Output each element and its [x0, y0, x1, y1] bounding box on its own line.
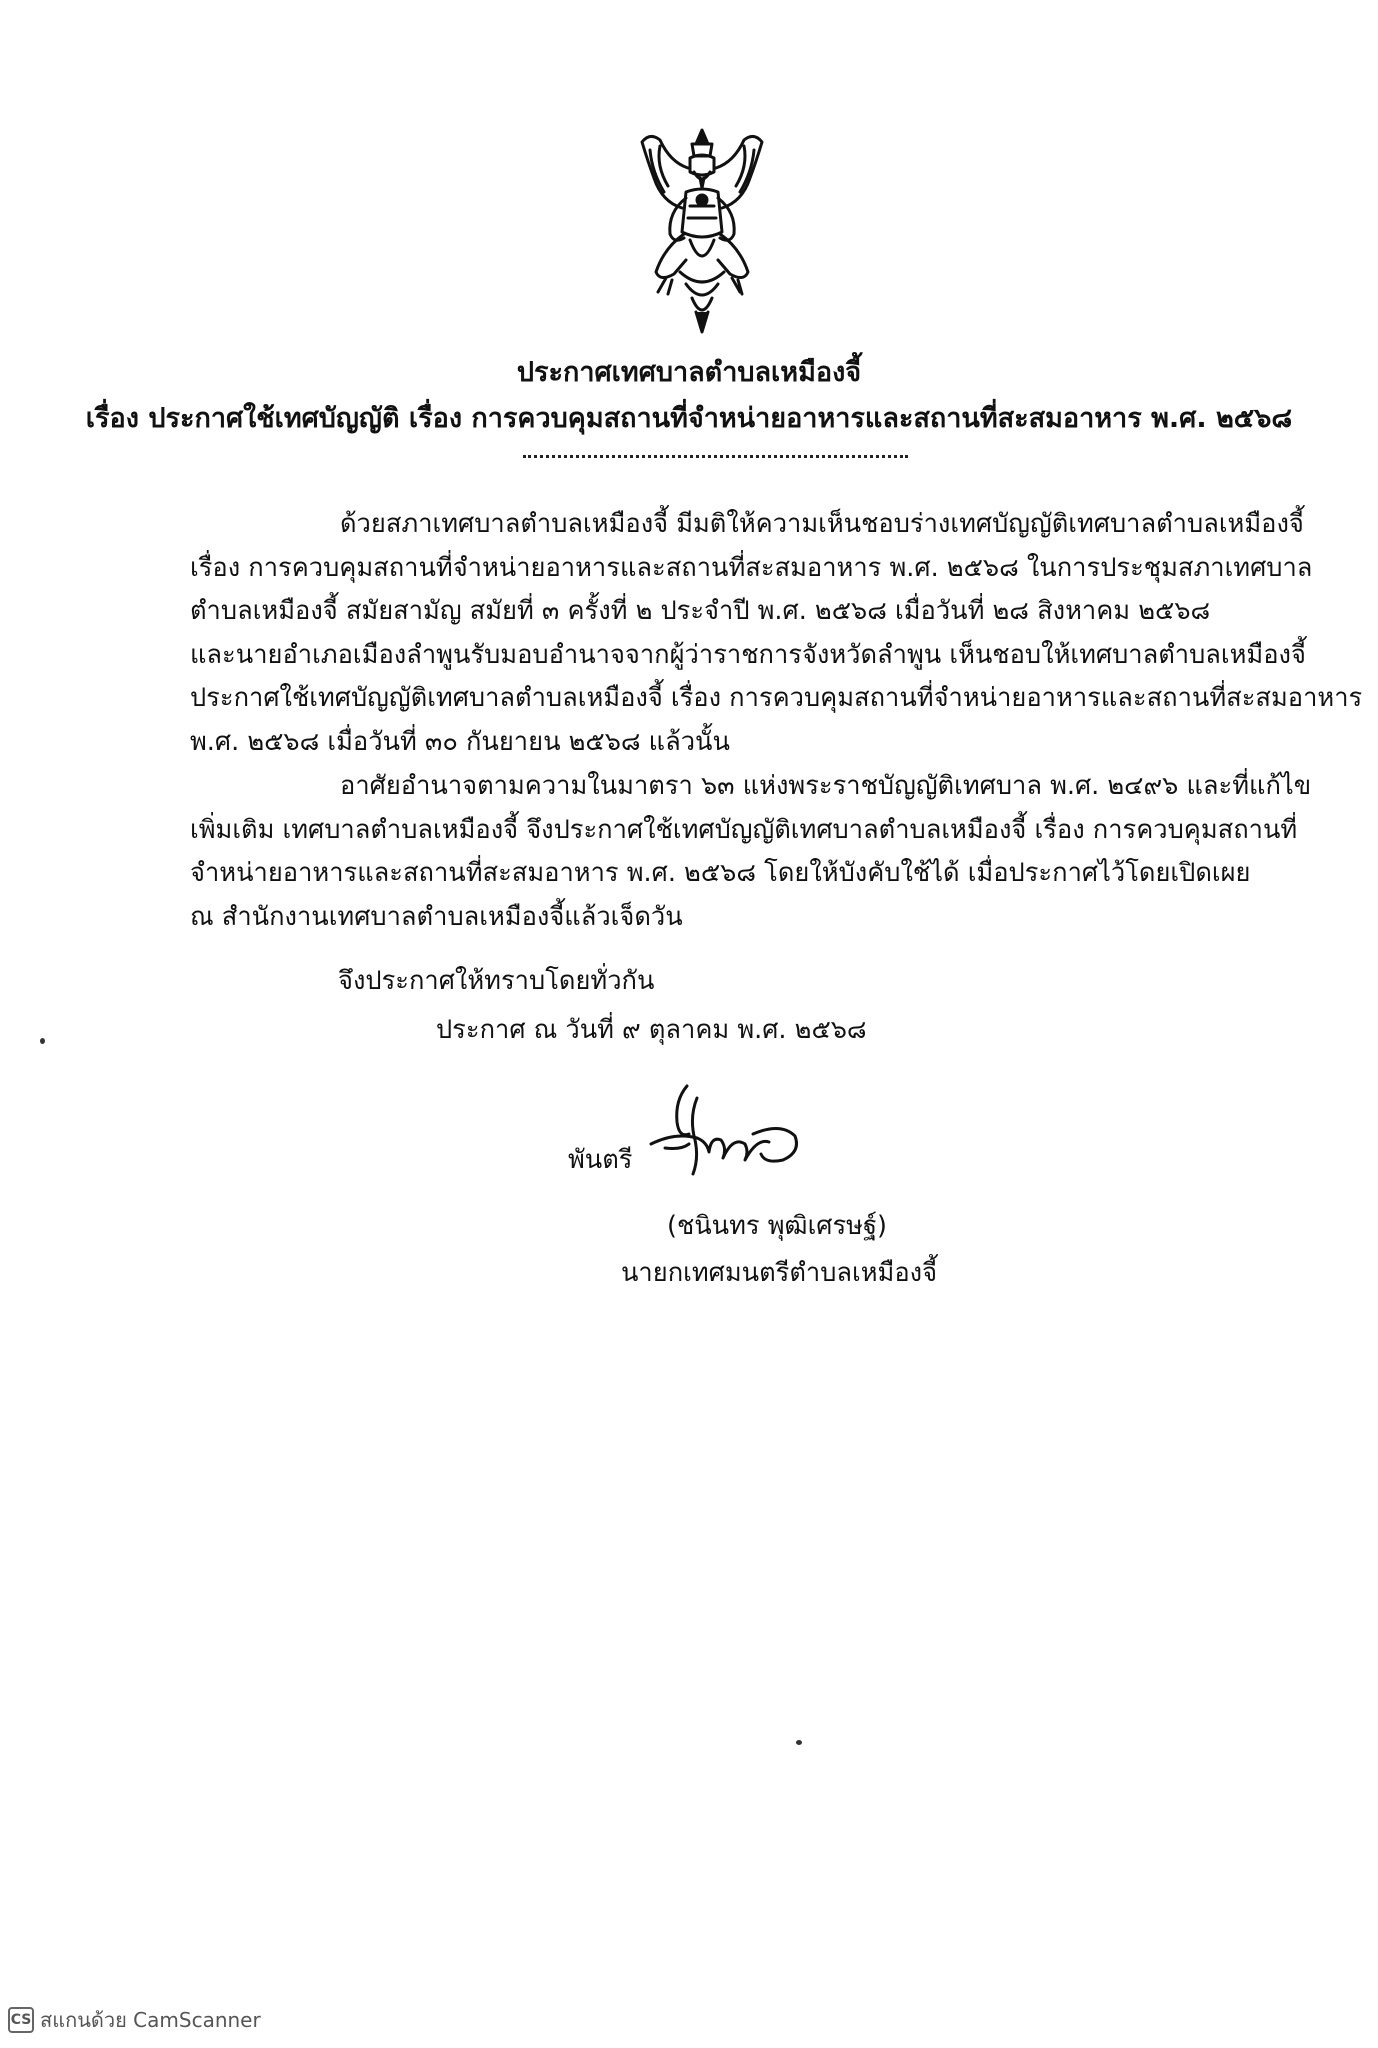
- announcement-subject: เรื่อง ประกาศใช้เทศบัญญัติ เรื่อง การควบคุมสถานที่จำหน่ายอาหารและสถานที่สะสมอาหาร พ.ศ. ๒๕๖๘: [85, 403, 1293, 434]
- paragraph-2: [190, 765, 1312, 939]
- paragraph-line: ด้วยสภาเทศบาลตำบลเหมืองจี้ มีมติให้ความเห็นชอบร่างเทศบัญญัติเทศบาลตำบลเหมืองจี้: [340, 509, 1304, 539]
- scanner-watermark: [8, 2004, 261, 2036]
- paragraph-line: ประกาศใช้เทศบัญญัติเทศบาลตำบลเหมืองจี้ เรื่อง การควบคุมสถานที่จำหน่ายอาหารและสถานที่สะสมอาหาร: [190, 683, 1363, 713]
- paragraph-line: ตำบลเหมืองจี้ สมัยสามัญ สมัยที่ ๓ ครั้งที่ ๒ ประจำปี พ.ศ. ๒๕๖๘ เมื่อวันที่ ๒๘ สิงหาคม ๒๕๖๘: [190, 596, 1211, 626]
- paragraph-line: จำหน่ายอาหารและสถานที่สะสมอาหาร พ.ศ. ๒๕๖๘ โดยให้บังคับใช้ได้ เมื่อประกาศไว้โดยเปิดเผย: [190, 858, 1251, 888]
- date-line: ประกาศ ณ วันที่ ๙ ตุลาคม พ.ศ. ๒๕๖๘: [436, 1015, 867, 1045]
- garuda-emblem-icon: [630, 122, 775, 337]
- paragraph-1: [190, 503, 1363, 764]
- announcement-title: ประกาศเทศบาลตำบลเหมืองจี้: [516, 357, 862, 388]
- signer-rank: พันตรี: [568, 1145, 633, 1175]
- paragraph-line: พ.ศ. ๒๕๖๘ เมื่อวันที่ ๓๐ กันยายน ๒๕๖๘ แล้วนั้น: [190, 726, 730, 757]
- paragraph-line: เรื่อง การควบคุมสถานที่จำหน่ายอาหารและสถานที่สะสมอาหาร พ.ศ. ๒๕๖๘ ในการประชุมสภาเทศบาล: [190, 552, 1313, 583]
- notice-line: จึงประกาศให้ทราบโดยทั่วกัน: [338, 966, 655, 996]
- paragraph-line: อาศัยอำนาจตามความในมาตรา ๖๓ แห่งพระราชบัญญัติเทศบาล พ.ศ. ๒๔๙๖ และที่แก้ไข: [340, 771, 1312, 801]
- camscanner-logo: CS: [8, 2007, 34, 2033]
- paragraph-line: ณ สำนักงานเทศบาลตำบลเหมืองจี้แล้วเจ็ดวัน: [190, 901, 683, 932]
- signer-position: นายกเทศมนตรีตำบลเหมืองจี้: [621, 1258, 938, 1288]
- paragraph-line: และนายอำเภอเมืองลำพูนรับมอบอำนาจจากผู้ว่าราชการจังหวัดลำพูน เห็นชอบให้เทศบาลตำบลเหมืองจี้: [190, 639, 1306, 670]
- scanner-watermark-text: สแกนด้วย CamScanner: [40, 2008, 261, 2032]
- handwritten-signature: [645, 1078, 805, 1188]
- scan-speck: [40, 1038, 45, 1044]
- signer-name: (ชนินทร พุฒิเศรษฐ์): [667, 1211, 887, 1241]
- paragraph-line: เพิ่มเติม เทศบาลตำบลเหมืองจี้ จึงประกาศใช้เทศบัญญัติเทศบาลตำบลเหมืองจี้ เรื่อง การควบคุมสถานที่: [190, 814, 1298, 845]
- dotted-divider: [523, 455, 908, 458]
- scan-speck: [796, 1740, 802, 1745]
